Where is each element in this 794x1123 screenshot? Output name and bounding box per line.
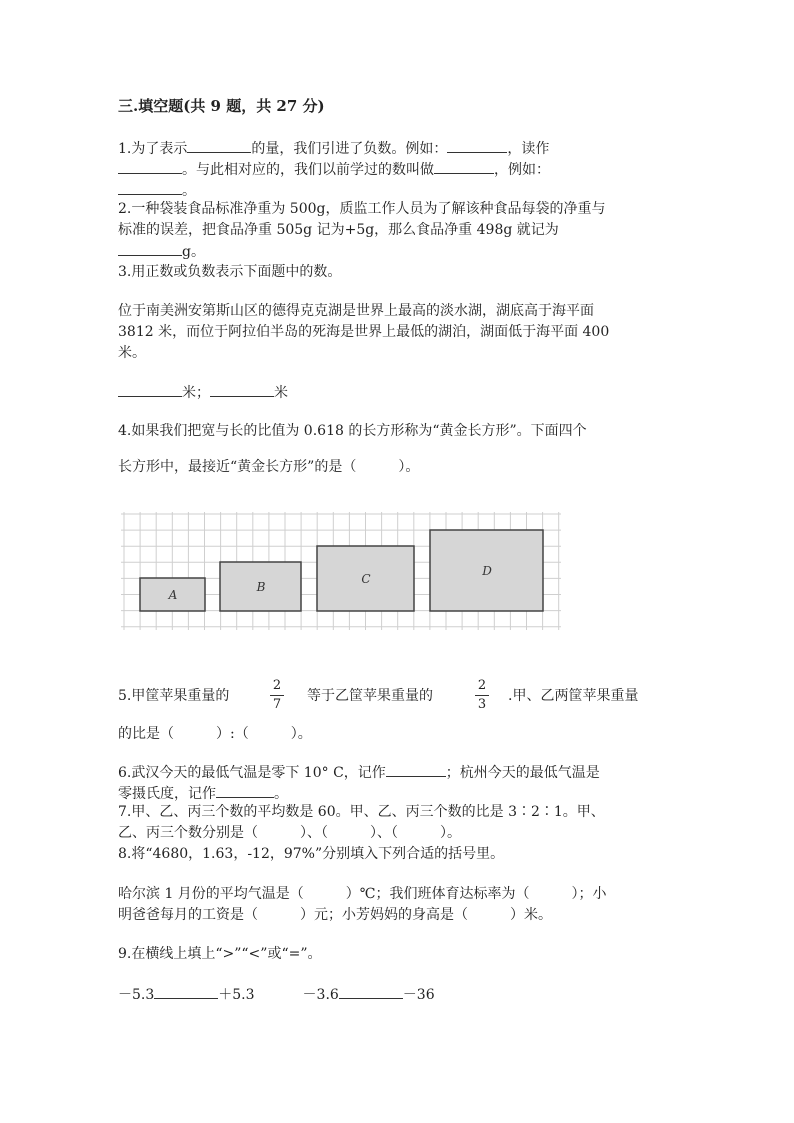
section-title: 三.填空题(共 9 题，共 27 分) [118,97,325,115]
q3-para1: 位于南美洲安第斯山区的德得克克湖是世界上最高的淡水湖，湖底高于海平面 [118,303,594,319]
q1-text: 的量，我们引进了负数。例如： [251,141,448,157]
fraction-2-3 [475,678,489,713]
rect-c [317,546,414,611]
answer-blank[interactable] [118,241,182,256]
fraction-2-7 [270,678,284,713]
q9-expr: －3.6 [302,987,339,1003]
q4-line1: 4.如果我们把宽与长的比值为 0.618 的长方形称为“黄金长方形”。下面四个 [118,423,587,439]
rect-a [140,578,205,611]
q9-expr: ＋5.3 [218,987,255,1003]
q1-text: 1.为了表示 [118,141,188,157]
q6-text: 。 [274,786,288,802]
q8-para2: 明爸爸每月的工资是（ ）元；小芳妈妈的身高是（ ）米。 [118,907,552,923]
q9-expr: －5.3 [118,987,155,1003]
q9-exprs [118,984,435,1005]
answer-blank[interactable] [339,984,403,999]
rect-a-label: A [168,588,178,602]
answer-blank[interactable] [434,159,494,174]
q1-text: ，例如： [494,162,550,178]
q7-line1: 7.甲、乙、丙三个数的平均数是 60。甲、乙、丙三个数的比是 3∶2∶1。甲、 [118,804,605,820]
q5-text-mid: 等于乙筐苹果重量的 [307,688,433,704]
rect-d-label: D [482,564,492,578]
answer-blank[interactable] [154,984,218,999]
rect-d [430,530,543,611]
q3-answers [118,382,288,403]
q2-line1: 2.一种袋装食品标准净重为 500g，质监工作人员为了解该种食品每袋的净重与 [118,201,606,217]
q9-line1: 9.在横线上填上“>”“<”或“=”。 [118,946,322,962]
q1-line3 [118,180,196,201]
q3-line1: 3.用正数或负数表示下面题中的数。 [118,264,342,280]
q6-text: ；杭州今天的最低气温是 [445,765,600,781]
q1-text: 。 [182,183,196,199]
q1-line1 [118,138,549,159]
q6-text: 6.武汉今天的最低气温是零下 10° C，记作 [118,765,386,781]
q1-text: ，读作 [507,141,550,157]
q6-line2 [118,783,288,804]
q5-line2: 的比是（ ）:（ ）。 [118,726,312,742]
answer-blank[interactable] [118,382,182,397]
rect-b [220,562,301,611]
q9-expr: －36 [402,987,435,1003]
q5-text: 5.甲筐苹果重量的 [118,688,230,704]
q8-line1: 8.将“4680，1.63，-12，97%”分别填入下列合适的括号里。 [118,846,505,862]
q3-para2: 3812 米，而位于阿拉伯半岛的死海是世界上最低的湖泊，湖面低于海平面 400 [118,324,610,340]
answer-blank[interactable] [118,180,182,195]
q6-line1 [118,762,600,783]
answer-blank[interactable] [210,382,274,397]
answer-blank[interactable] [447,138,507,153]
answer-blank[interactable] [118,159,182,174]
rectangle-grid-figure [121,512,561,630]
q1-line2 [118,159,550,180]
q2-line3 [118,241,205,262]
answer-blank[interactable] [187,138,251,153]
q5-text-end: .甲、乙两筐苹果重量 [508,688,639,704]
rect-b-label: B [256,580,266,594]
q8-para1: 哈尔滨 1 月份的平均气温是（ ）℃；我们班体育达标率为（ ）；小 [118,886,607,902]
q3-para3: 米。 [118,345,146,361]
q7-line2: 乙、丙三个数分别是（ ）、（ ）、（ ）。 [118,825,461,841]
answer-blank[interactable] [216,783,274,798]
fraction-numerator: 2 [477,678,487,693]
rect-c-label: C [361,572,371,586]
q5-line1 [118,686,229,706]
answer-blank[interactable] [386,762,446,777]
q2-line2: 标准的误差，把食品净重 505g 记为+5g，那么食品净重 498g 就记为 [118,222,559,238]
fraction-denominator: 3 [477,697,487,712]
q6-text: 零摄氏度，记作 [118,786,216,802]
q3-text: 米； [182,385,210,401]
q1-text: 。与此相对应的，我们以前学过的数叫做 [182,162,434,178]
fraction-denominator: 7 [272,697,282,712]
fraction-numerator: 2 [272,678,282,693]
q2-text: g。 [182,244,205,260]
q4-line2: 长方形中，最接近“黄金长方形”的是（ ）。 [118,459,420,475]
q3-text: 米 [274,385,288,401]
